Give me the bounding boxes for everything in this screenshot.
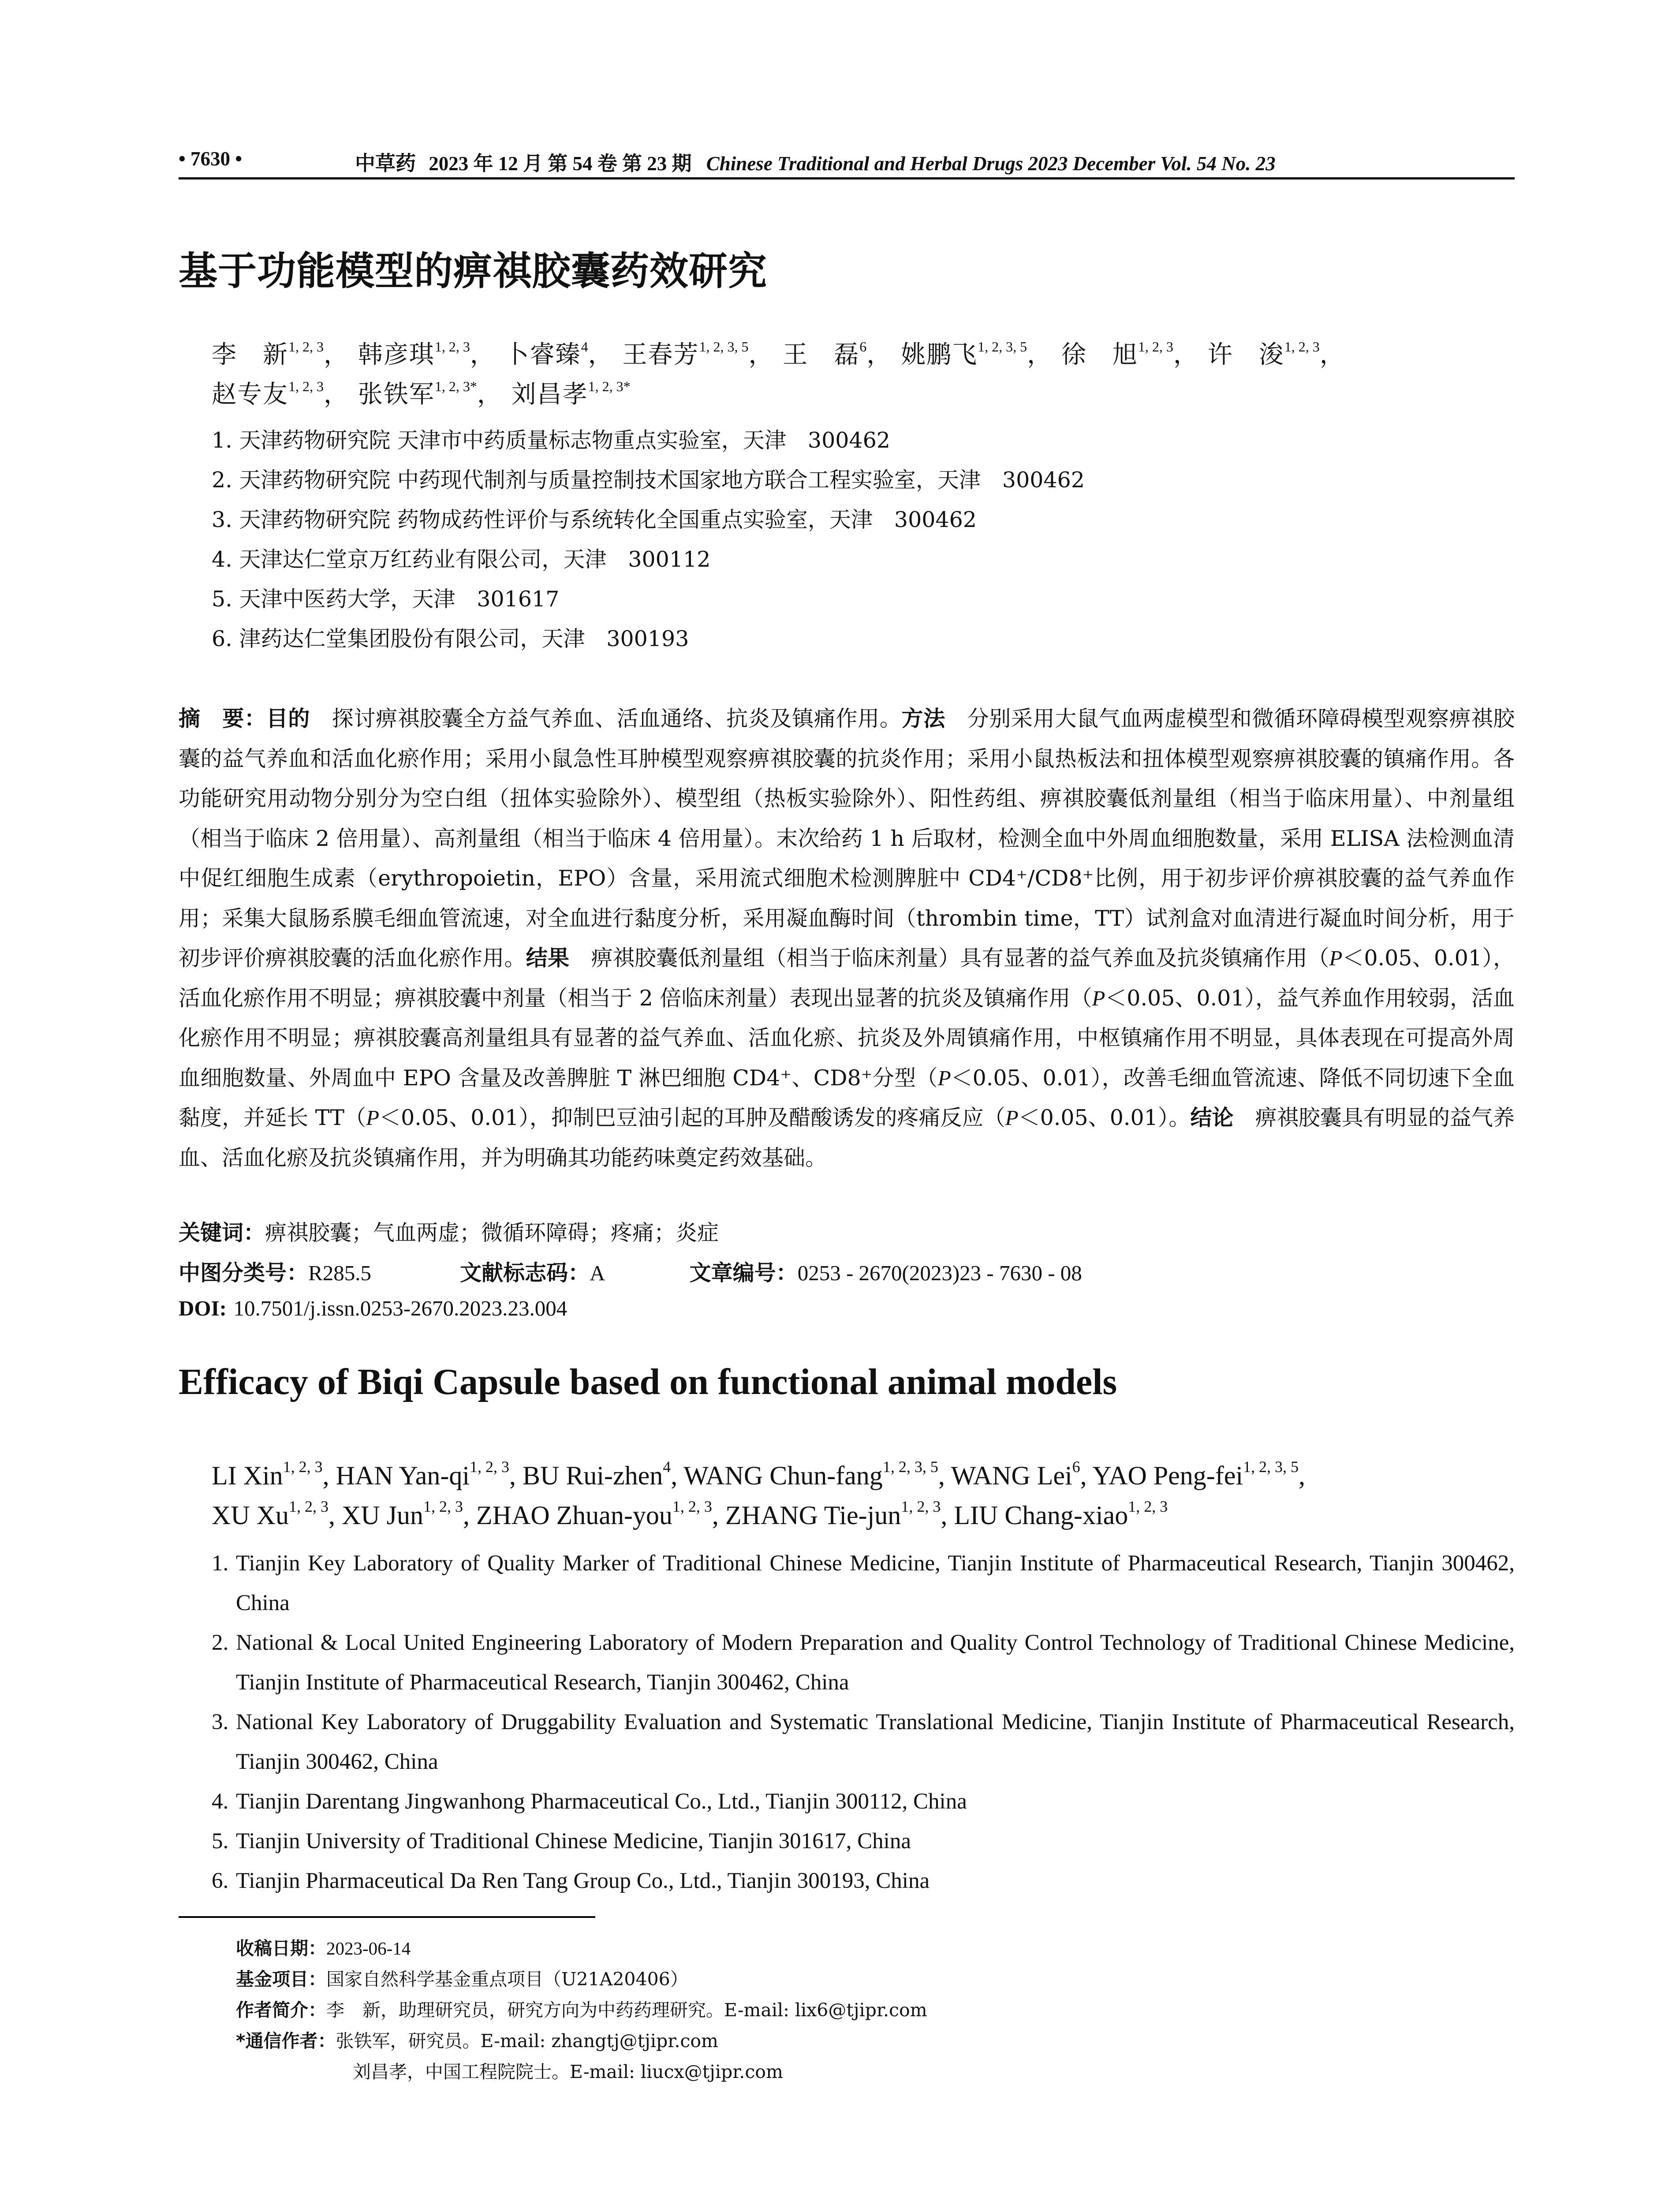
- author-affiliation-marker: 1, 2, 3, 5: [1243, 1458, 1299, 1476]
- doc-code-value: A: [590, 1261, 605, 1285]
- doi-value: 10.7501/j.issn.0253-2670.2023.23.004: [233, 1296, 567, 1320]
- author-list-cn-line1: 李 新$^{1, 2, 3}$， 韩彦琪$^{1, 2, 3}$， 卜睿臻$^4$， 王春芳$^{1, 2, 3, 5}$， 王 磊$^6$， 姚鹏飞$^{1, 2, 3, 5}$， 徐 旭$^{1, 2, 3}$， 许 浚$^{1, 2, 3}$，: [212, 339, 1345, 369]
- doc-code-label: 文献标志码：: [460, 1260, 590, 1286]
- author-name: 刘昌孝: [511, 380, 588, 409]
- author-name: WANG Lei: [951, 1461, 1072, 1490]
- journal-line: [355, 147, 1276, 176]
- author-affiliation-marker: 1, 2, 3: [423, 1498, 463, 1515]
- affiliation-number: 2.: [212, 1630, 229, 1655]
- author-name: BU Rui-zhen: [523, 1461, 663, 1490]
- affiliation-text: National & Local United Engineering Laboratory of Modern Preparation and Quality Control Technology of Traditional Chinese Medicine, Tianjin Institute of Pharmaceutical Research, Tianjin 300462, China: [236, 1630, 1515, 1695]
- author-affiliation-marker: 1, 2, 3, 5: [699, 339, 749, 355]
- received-label: 收稿日期：: [236, 1938, 326, 1959]
- footnote-divider: [179, 1916, 595, 1918]
- author-name: 王 磊: [783, 340, 860, 369]
- author-name: LI Xin: [212, 1461, 283, 1490]
- author-name: 韩彦琪: [358, 340, 435, 369]
- affiliation-cn: 5. 天津中医药大学，天津 301617: [212, 587, 560, 612]
- journal-issue-cn: 2023 年 12 月 第 54 卷 第 23 期: [429, 153, 692, 175]
- affiliation-en: [212, 1702, 1515, 1782]
- bio-text: 李 新，助理研究员，研究方向为中药药理研究。E-mail: lix6@tjipr.com: [326, 1999, 927, 2021]
- article-title-cn: 基于功能模型的痹祺胶囊药效研究: [179, 248, 768, 294]
- affiliation-en: [212, 1821, 1515, 1861]
- footnote-author-bio: [236, 1996, 927, 2022]
- author-name: 徐 旭: [1061, 340, 1138, 369]
- author-affiliation-marker: 1, 2, 3, 5: [978, 339, 1027, 355]
- affiliation-number: 1.: [212, 1551, 229, 1576]
- author-affiliation-marker: 1, 2, 3: [470, 1458, 510, 1476]
- results-text: ＜0.05、0.01）。: [1018, 1105, 1191, 1130]
- objective-label: 目的: [266, 706, 310, 731]
- affiliation-text: National Key Laboratory of Druggability Evaluation and Systematic Translational Medicine, Tianjin Institute of Pharmaceutical Research, Tianjin 300462, China: [236, 1710, 1515, 1774]
- p-value-symbol: P: [937, 1065, 951, 1090]
- journal-name-cn: 中草药: [355, 151, 416, 175]
- affiliation-text: Tianjin Key Laboratory of Quality Marker of Traditional Chinese Medicine, Tianjin Institute of Pharmaceutical Research, Tianjin 300462, China: [236, 1551, 1515, 1615]
- author-name: WANG Chun-fang: [683, 1461, 883, 1490]
- results-text: ＜0.05、0.01），抑制巴豆油引起的耳肿及醋酸诱发的疼痛反应（: [379, 1105, 1005, 1130]
- author-affiliation-marker: 4: [663, 1458, 671, 1476]
- bio-label: 作者简介：: [236, 1999, 326, 2021]
- results-label: 结果: [526, 946, 570, 971]
- affiliation-number: 3.: [212, 1710, 229, 1734]
- author-name: HAN Yan-qi: [336, 1461, 470, 1490]
- author-affiliation-marker: 4: [581, 339, 588, 355]
- doi-line: [179, 1296, 567, 1321]
- fund-text: 国家自然科学基金重点项目（U21A20406）: [326, 1969, 688, 1990]
- abstract-cn: [179, 699, 1515, 1178]
- author-name: YAO Peng-fei: [1092, 1461, 1243, 1490]
- affiliation-cn: 1. 天津药物研究院 天津市中药质量标志物重点实验室，天津 300462: [212, 428, 890, 453]
- author-name: 卜睿臻: [504, 340, 581, 369]
- author-name: 许 浚: [1207, 340, 1284, 369]
- affiliation-text: Tianjin Pharmaceutical Da Ren Tang Group Co., Ltd., Tianjin 300193, China: [236, 1869, 930, 1893]
- author-affiliation-marker: 1, 2, 3: [1128, 1498, 1168, 1515]
- author-list-en-line1: LI Xin$^{1, 2, 3}$, HAN Yan-qi$^{1, 2, 3}$, BU Rui-zhen$^4$, WANG Chun-fang$^{1, 2, 3, 5}$, WANG Lei$^6$, YAO Peng-fei$^{1, 2, 3, 5}$,: [212, 1458, 1306, 1490]
- author-name: LIU Chang-xiao: [954, 1501, 1128, 1530]
- author-affiliation-marker: 1, 2, 3: [672, 1498, 712, 1515]
- journal-name-en: Chinese Traditional and Herbal Drugs 2023 December Vol. 54 No. 23: [706, 153, 1276, 175]
- affiliation-number: 4.: [212, 1789, 229, 1814]
- affiliation-cn: 4. 天津达仁堂京万红药业有限公司，天津 300112: [212, 547, 711, 572]
- abstract-label: 摘 要：: [179, 706, 266, 731]
- affiliation-number: 6.: [212, 1869, 229, 1893]
- p-value-symbol: P: [366, 1106, 380, 1130]
- author-affiliation-marker: 1, 2, 3: [289, 1498, 329, 1515]
- author-affiliation-marker: 1, 2, 3: [1138, 339, 1173, 355]
- author-affiliation-marker: 1, 2, 3: [288, 378, 324, 394]
- author-affiliation-marker: 1, 2, 3: [283, 1458, 323, 1476]
- p-value-symbol: P: [1005, 1106, 1019, 1130]
- affiliation-number: 5.: [212, 1829, 229, 1854]
- author-affiliation-marker: 1, 2, 3*: [434, 378, 477, 394]
- keywords-label: 关键词：: [179, 1220, 265, 1245]
- author-affiliation-marker: 6: [1072, 1458, 1080, 1476]
- author-affiliation-marker: 1, 2, 3: [288, 339, 324, 355]
- article-number-label: 文章编号：: [689, 1260, 798, 1286]
- article-number-value: 0253 - 2670(2023)23 - 7630 - 08: [797, 1261, 1082, 1285]
- affiliation-text: Tianjin University of Traditional Chinese Medicine, Tianjin 301617, China: [236, 1829, 911, 1854]
- running-header: [179, 142, 1515, 179]
- conclusion-text: 痹祺胶囊具有明显的益气养血、活血化瘀及抗炎镇痛作用，并为明确其功能药味奠定药效基础。: [179, 1105, 1515, 1170]
- author-name: 张铁军: [358, 380, 435, 409]
- clc-label: 中图分类号：: [179, 1260, 309, 1286]
- keywords-text: 痹祺胶囊；气血两虚；微循环障碍；疼痛；炎症: [265, 1220, 719, 1245]
- author-affiliation-marker: 1, 2, 3: [1284, 339, 1320, 355]
- keywords: [179, 1216, 719, 1247]
- footnote-received: [236, 1934, 411, 1960]
- clc-value: R285.5: [308, 1261, 371, 1285]
- doi-label: DOI:: [179, 1296, 227, 1320]
- author-name: ZHAO Zhuan-you: [476, 1501, 672, 1530]
- conclusion-label: 结论: [1190, 1105, 1234, 1130]
- received-date: 2023-06-14: [326, 1938, 411, 1958]
- results-text: ＜0.05、0.01），改善毛细血管流速、降低不同切速下全血黏度，并延长 TT（: [179, 1065, 1515, 1130]
- corresponding-text: 张铁军，研究员。E-mail: zhangtj@tjipr.com: [336, 2030, 718, 2052]
- affiliation-en: [212, 1544, 1515, 1623]
- footnote-corresponding: [236, 2026, 718, 2052]
- results-text: 痹祺胶囊低剂量组（相当于临床剂量）具有显著的益气养血及抗炎镇痛作用（: [591, 946, 1329, 971]
- author-list-cn-line2: 赵专友$^{1, 2, 3}$， 张铁军$^{1, 2, 3*}$， 刘昌孝$^{1, 2, 3*}$: [212, 378, 631, 409]
- corresponding-label: *通信作者：: [236, 2030, 336, 2052]
- author-affiliation-marker: 1, 2, 3: [434, 339, 470, 355]
- author-affiliation-marker: 6: [859, 339, 867, 355]
- affiliation-cn: 6. 津药达仁堂集团股份有限公司，天津 300193: [212, 626, 689, 651]
- author-name: 李 新: [212, 340, 288, 369]
- fund-label: 基金项目：: [236, 1969, 326, 1990]
- page-number: • 7630 •: [179, 148, 243, 170]
- classification-line: [179, 1256, 1082, 1287]
- author-affiliation-marker: 1, 2, 3, 5: [882, 1458, 938, 1476]
- affiliation-en: [212, 1861, 1515, 1901]
- author-name: XU Xu: [212, 1501, 289, 1530]
- results-text: ＜0.05、0.01），益气养血作用较弱，活血化瘀作用不明显；痹祺胶囊高剂量组具有显著的益气养血、活血化瘀、抗炎及外周镇痛作用，中枢镇痛作用不明显，具体表现在可提高外周血细胞数量、外周血中 EPO 含量及改善脾脏 T 淋巴细胞 CD4⁺、CD8⁺分型（: [179, 985, 1515, 1091]
- footnote-fund: [236, 1965, 688, 1991]
- author-name: ZHANG Tie-jun: [725, 1501, 901, 1530]
- footnote-corresponding-2: 刘昌孝，中国工程院院士。E-mail: liucx@tjipr.com: [353, 2061, 783, 2082]
- p-value-symbol: P: [1092, 986, 1105, 1010]
- author-affiliation-marker: 1, 2, 3*: [588, 378, 631, 394]
- affiliation-cn: 3. 天津药物研究院 药物成药性评价与系统转化全国重点实验室，天津 300462: [212, 507, 977, 532]
- article-title-en: Efficacy of Biqi Capsule based on functional animal models: [179, 1361, 1117, 1402]
- author-name: 赵专友: [212, 380, 288, 409]
- affiliation-cn: 2. 天津药物研究院 中药现代制剂与质量控制技术国家地方联合工程实验室，天津 300462: [212, 467, 1085, 493]
- p-value-symbol: P: [1329, 946, 1343, 970]
- author-name: XU Jun: [342, 1501, 424, 1530]
- objective-text: 探讨痹祺胶囊全方益气养血、活血通络、抗炎及镇痛作用。: [332, 706, 902, 731]
- results-text: ＜0.05、0.01），活血化瘀作用不明显；痹祺胶囊中剂量（相当于 2 倍临床剂量）表现出显著的抗炎及镇痛作用（: [179, 946, 1515, 1011]
- author-affiliation-marker: 1, 2, 3: [901, 1498, 941, 1515]
- author-name: 姚鹏飞: [901, 340, 978, 369]
- author-list-en-line2: XU Xu$^{1, 2, 3}$, XU Jun$^{1, 2, 3}$, ZHAO Zhuan-you$^{1, 2, 3}$, ZHANG Tie-jun$^{1, 2, 3}$, LIU Chang-xiao$^{1, 2, 3}$: [212, 1498, 1168, 1530]
- methods-text: 分别采用大鼠气血两虚模型和微循环障碍模型观察痹祺胶囊的益气养血和活血化瘀作用；采用小鼠急性耳肿模型观察痹祺胶囊的抗炎作用；采用小鼠热板法和扭体模型观察痹祺胶囊的镇痛作用。各功能研究用动物分别分为空白组（扭体实验除外）、模型组（热板实验除外）、阳性药组、痹祺胶囊低剂量组（相当于临床用量）、中剂量组（相当于临床 2 倍用量）、高剂量组（相当于临床 4 倍用量）。末次给药 1 h 后取材，检测全血中外周血细胞数量，采用 ELISA 法检测血清中促红细胞生成素（erythropoietin，EPO）含量，采用流式细胞术检测脾脏中 CD4⁺/CD8⁺比例，用于初步评价痹祺胶囊的益气养血作用；采集大鼠肠系膜毛细血管流速，对全血进行黏度分析，采用凝血酶时间（thrombin time，TT）试剂盒对血清进行凝血时间分析，用于初步评价痹祺胶囊的活血化瘀作用。: [179, 706, 1515, 971]
- affiliation-text: Tianjin Darentang Jingwanhong Pharmaceutical Co., Ltd., Tianjin 300112, China: [236, 1789, 967, 1814]
- author-name: 王春芳: [622, 340, 699, 369]
- methods-label: 方法: [901, 706, 945, 731]
- affiliation-en: [212, 1623, 1515, 1702]
- affiliation-en: [212, 1782, 1515, 1821]
